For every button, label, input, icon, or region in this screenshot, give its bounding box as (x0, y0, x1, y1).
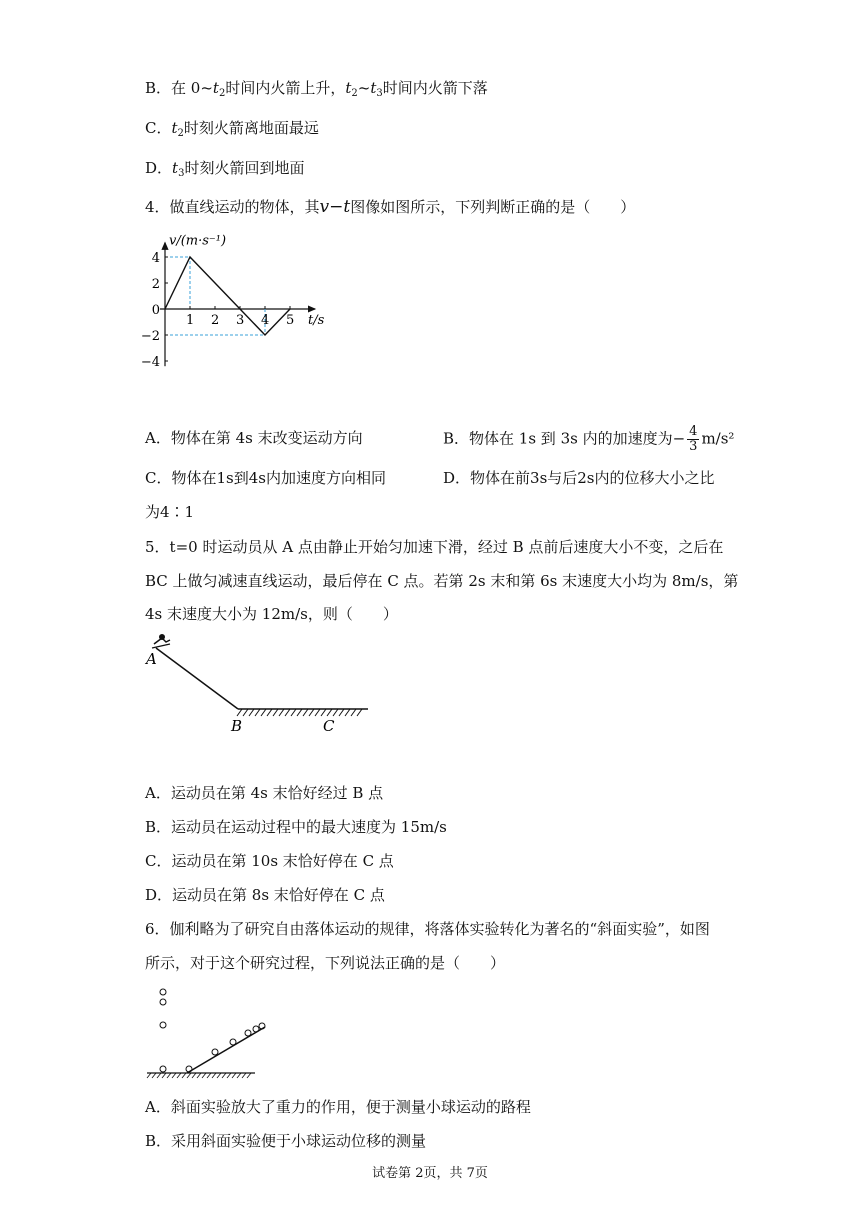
fraction: $\frac{4}{3}$ (689, 424, 698, 454)
page-footer: 试卷第 2页，共 7页 (372, 1166, 488, 1181)
q4-vt-chart (140, 230, 340, 380)
ground-hatch (202, 1073, 206, 1078)
ground-hatch (255, 709, 260, 716)
point-a-label: A (146, 650, 157, 668)
q5-slope-figure (140, 632, 380, 742)
ground-hatch (321, 709, 326, 716)
point-c-label: C (323, 717, 335, 735)
q6-stem-line1: 6．伽利略为了研究自由落体运动的规律，将落体实验转化为著名的“斜面实验”，如图 (145, 920, 710, 938)
ground-hatch (232, 1073, 236, 1078)
q4-option-a: A．物体在第 4s 末改变运动方向 (145, 429, 363, 447)
ground-hatch (291, 709, 296, 716)
ground-hatch (182, 1073, 186, 1078)
y-tick-label: 4 (151, 251, 160, 266)
ground-hatch (297, 709, 302, 716)
q4-option-d-line1: D．物体在前3s与后2s内的位移大小之比 (443, 469, 715, 487)
ground-hatch (217, 1073, 221, 1078)
ground-hatch (243, 709, 248, 716)
q4-option-c: C．物体在1s到4s内加速度方向相同 (145, 469, 386, 487)
x-tick-label: 2 (211, 313, 220, 328)
ball (160, 1022, 166, 1028)
point-b-label: B (231, 717, 243, 735)
q6-incline-figure (145, 985, 275, 1085)
ball (230, 1039, 236, 1045)
ground-hatch (157, 1073, 161, 1078)
q6-stem-line2: 所示，对于这个研究过程，下列说法正确的是（ ） (145, 954, 506, 972)
ground-hatch (339, 709, 344, 716)
y-tick-label: −4 (140, 355, 160, 370)
y-tick-label: −2 (140, 329, 160, 344)
ball (212, 1049, 218, 1055)
x-tick-label: 5 (286, 313, 295, 328)
q4-option-d-line2: 为4∶1 (145, 503, 195, 521)
ground-hatch (247, 1073, 251, 1078)
ball (253, 1026, 259, 1032)
ground-hatch (357, 709, 362, 716)
ground-hatch (237, 1073, 241, 1078)
q6-option-a: A．斜面实验放大了重力的作用，便于测量小球运动的路程 (145, 1098, 531, 1116)
q5-stem-line3: 4s 末速度大小为 12m/s，则（ ） (145, 605, 398, 623)
q6-option-b: B．采用斜面实验便于小球运动位移的测量 (145, 1132, 427, 1150)
ball (160, 989, 166, 995)
ground-hatch (162, 1073, 166, 1078)
ground-hatch (172, 1073, 176, 1078)
ground-hatch (207, 1073, 211, 1078)
q5-option-d: D．运动员在第 8s 末恰好停在 C 点 (145, 886, 385, 904)
x-tick-label: 3 (236, 313, 245, 328)
ground-hatch (212, 1073, 216, 1078)
y-tick-label: 0 (151, 303, 160, 318)
ball (160, 999, 166, 1005)
y-tick-label: 2 (151, 277, 160, 292)
q5-stem-line1: 5．t=0 时运动员从 A 点由静止开始匀加速下滑，经过 B 点前后速度大小不变，之后在 (145, 538, 724, 556)
q5-option-b: B．运动员在运动过程中的最大速度为 15m/s (145, 818, 447, 836)
q4-option-b: B．物体在 1s 到 3s 内的加速度为− $\frac{4}{3}$ m/s² (443, 424, 735, 454)
ground-hatch (152, 1073, 156, 1078)
ground-hatch (327, 709, 332, 716)
ground-hatch (147, 1073, 151, 1078)
ground-hatch (279, 709, 284, 716)
ground-hatch (285, 709, 290, 716)
ball (160, 1066, 166, 1072)
ground-hatch (249, 709, 254, 716)
ground-hatch (167, 1073, 171, 1078)
ground-hatch (227, 1073, 231, 1078)
ground-hatch (345, 709, 350, 716)
ground-hatch (197, 1073, 201, 1078)
q5-option-a: A．运动员在第 4s 末恰好经过 B 点 (145, 784, 384, 802)
ground-hatch (222, 1073, 226, 1078)
ground-hatch (177, 1073, 181, 1078)
y-axis-label: v/(m·s⁻¹) (169, 233, 227, 249)
ground-hatch (303, 709, 308, 716)
skier-icon (152, 634, 170, 648)
ground-hatch (242, 1073, 246, 1078)
x-tick-label: 1 (186, 313, 195, 328)
q4-stem: 4．做直线运动的物体，其v−t图像如图所示，下列判断正确的是（ ） (145, 197, 636, 217)
ground-hatch (309, 709, 314, 716)
ball (245, 1030, 251, 1036)
x-axis-label: t/s (308, 313, 325, 328)
ground-hatch (273, 709, 278, 716)
ground-hatch (192, 1073, 196, 1078)
ground-hatch (187, 1073, 191, 1078)
ground-hatch (351, 709, 356, 716)
ground-hatch (333, 709, 338, 716)
ground-hatch (315, 709, 320, 716)
x-tick-label: 4 (261, 313, 270, 328)
q5-stem-line2: BC 上做匀减速直线运动，最后停在 C 点。若第 2s 末和第 6s 末速度大小均为 8m/s，第 (145, 572, 739, 590)
series-line (165, 257, 290, 335)
q3-option-d: D．$t_3$时刻火箭回到地面 (145, 159, 305, 179)
q3-option-b: B．在 $0\sim t_2$时间内火箭上升，$t_2\sim t_3$时间内火箭下落 (145, 79, 488, 99)
ground-hatch (237, 709, 242, 716)
q5-option-c: C．运动员在第 10s 末恰好停在 C 点 (145, 852, 394, 870)
ground-hatch (267, 709, 272, 716)
q3-option-c: C．$t_2$时刻火箭离地面最远 (145, 119, 319, 139)
ground-hatch (261, 709, 266, 716)
